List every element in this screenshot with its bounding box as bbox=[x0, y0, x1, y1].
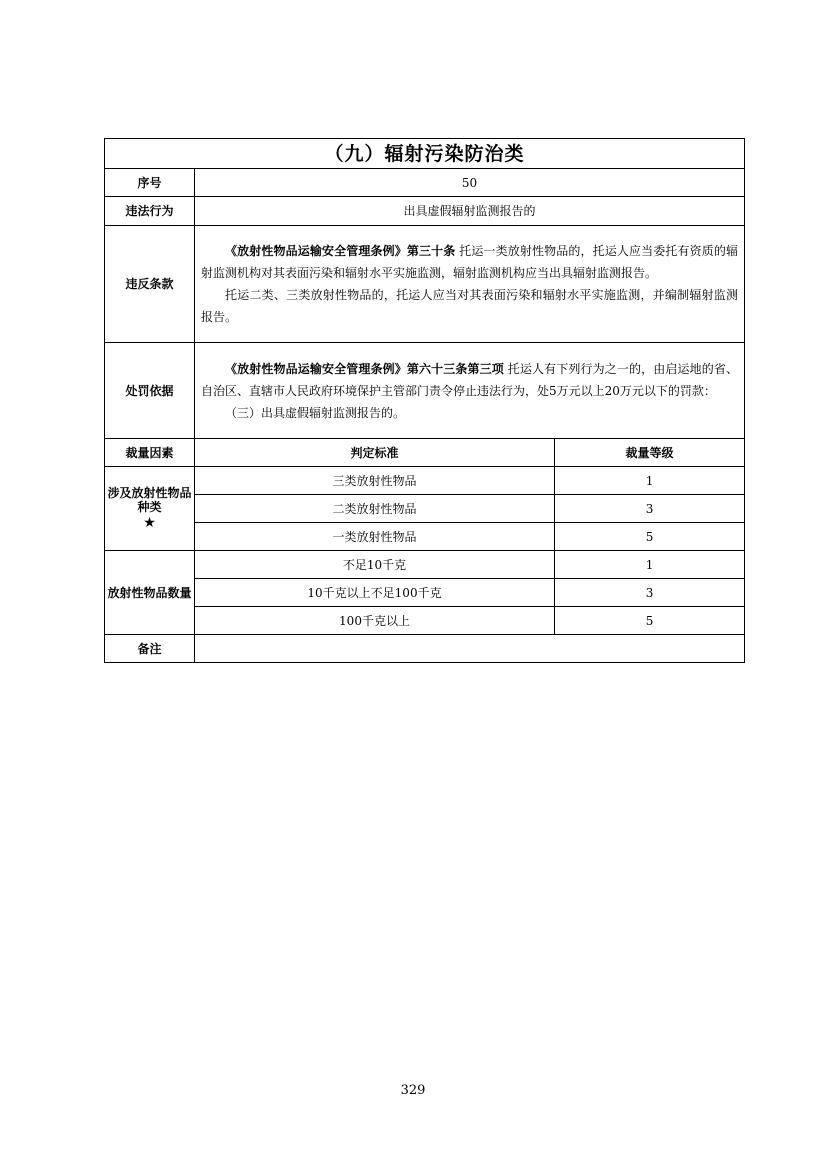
factor-type-label-text: 涉及放射性物品种类 bbox=[107, 485, 192, 514]
table-row bbox=[105, 607, 745, 635]
violated-clause-law-name: 《放射性物品运输安全管理条例》第三十条 bbox=[225, 244, 456, 258]
serial-label: 序号 bbox=[105, 169, 195, 197]
remarks-value bbox=[195, 635, 745, 663]
level-cell: 3 bbox=[555, 495, 745, 523]
remarks-row bbox=[105, 635, 745, 663]
criteria-cell: 三类放射性物品 bbox=[195, 467, 555, 495]
penalty-basis-label: 处罚依据 bbox=[105, 343, 195, 439]
criteria-cell: 二类放射性物品 bbox=[195, 495, 555, 523]
penalty-basis-text-1: 托运人有下列行为之一的，由启运地的省、自治区、直辖市人民政府环境保护主管部门责令停止违法行为，处5万元以上20万元以下的罚款： bbox=[201, 361, 738, 398]
table-row bbox=[105, 467, 745, 495]
criteria-cell: 不足10千克 bbox=[195, 551, 555, 579]
criteria-cell: 100千克以上 bbox=[195, 607, 555, 635]
table-row bbox=[105, 551, 745, 579]
penalty-basis-law-name: 《放射性物品运输安全管理条例》第六十三条第三项 bbox=[225, 361, 504, 376]
penalty-basis-text-2: （三）出具虚假辐射监测报告的。 bbox=[225, 405, 406, 420]
factor-header: 裁量因素 bbox=[105, 439, 195, 467]
violation-row bbox=[105, 197, 745, 226]
violated-clause-text-1: 托运一类放射性物品的，托运人应当委托有资质的辐射监测机构对其表面污染和辐射水平实施监测，辐射监测机构应当出具辐射监测报告。 bbox=[201, 244, 738, 280]
level-header: 裁量等级 bbox=[555, 439, 745, 467]
violated-clause-row bbox=[105, 226, 745, 343]
page-number: 329 bbox=[400, 1083, 426, 1098]
penalty-basis-content bbox=[195, 343, 745, 439]
criteria-cell: 10千克以上不足100千克 bbox=[195, 579, 555, 607]
serial-row bbox=[105, 169, 745, 197]
factors-header-row bbox=[105, 439, 745, 467]
penalty-basis-paragraph-2 bbox=[201, 402, 738, 424]
penalty-basis-paragraph-1 bbox=[201, 358, 738, 402]
violation-value: 出具虚假辐射监测报告的 bbox=[195, 197, 745, 226]
criteria-header: 判定标准 bbox=[195, 439, 555, 467]
serial-value: 50 bbox=[195, 169, 745, 197]
violated-clause-content bbox=[195, 226, 745, 343]
remarks-label: 备注 bbox=[105, 635, 195, 663]
discretion-table bbox=[104, 138, 745, 663]
table-row bbox=[105, 495, 745, 523]
violation-label: 违法行为 bbox=[105, 197, 195, 226]
table-row bbox=[105, 579, 745, 607]
factor-type-label bbox=[105, 467, 195, 551]
violated-clause-text-2: 托运二类、三类放射性物品的，托运人应当对其表面污染和辐射水平实施监测，并编制辐射监测报告。 bbox=[201, 288, 739, 324]
title-row bbox=[105, 139, 745, 169]
violated-clause-paragraph-2 bbox=[201, 284, 738, 328]
level-cell: 5 bbox=[555, 607, 745, 635]
level-cell: 3 bbox=[555, 579, 745, 607]
level-cell: 1 bbox=[555, 467, 745, 495]
penalty-basis-row bbox=[105, 343, 745, 439]
factor-quantity-label: 放射性物品数量 bbox=[105, 551, 195, 635]
table-title: （九）辐射污染防治类 bbox=[105, 139, 745, 169]
table-row bbox=[105, 523, 745, 551]
level-cell: 5 bbox=[555, 523, 745, 551]
violated-clause-paragraph-1 bbox=[201, 240, 738, 284]
violated-clause-label: 违反条款 bbox=[105, 226, 195, 343]
star-icon: ★ bbox=[143, 514, 156, 531]
level-cell: 1 bbox=[555, 551, 745, 579]
criteria-cell: 一类放射性物品 bbox=[195, 523, 555, 551]
